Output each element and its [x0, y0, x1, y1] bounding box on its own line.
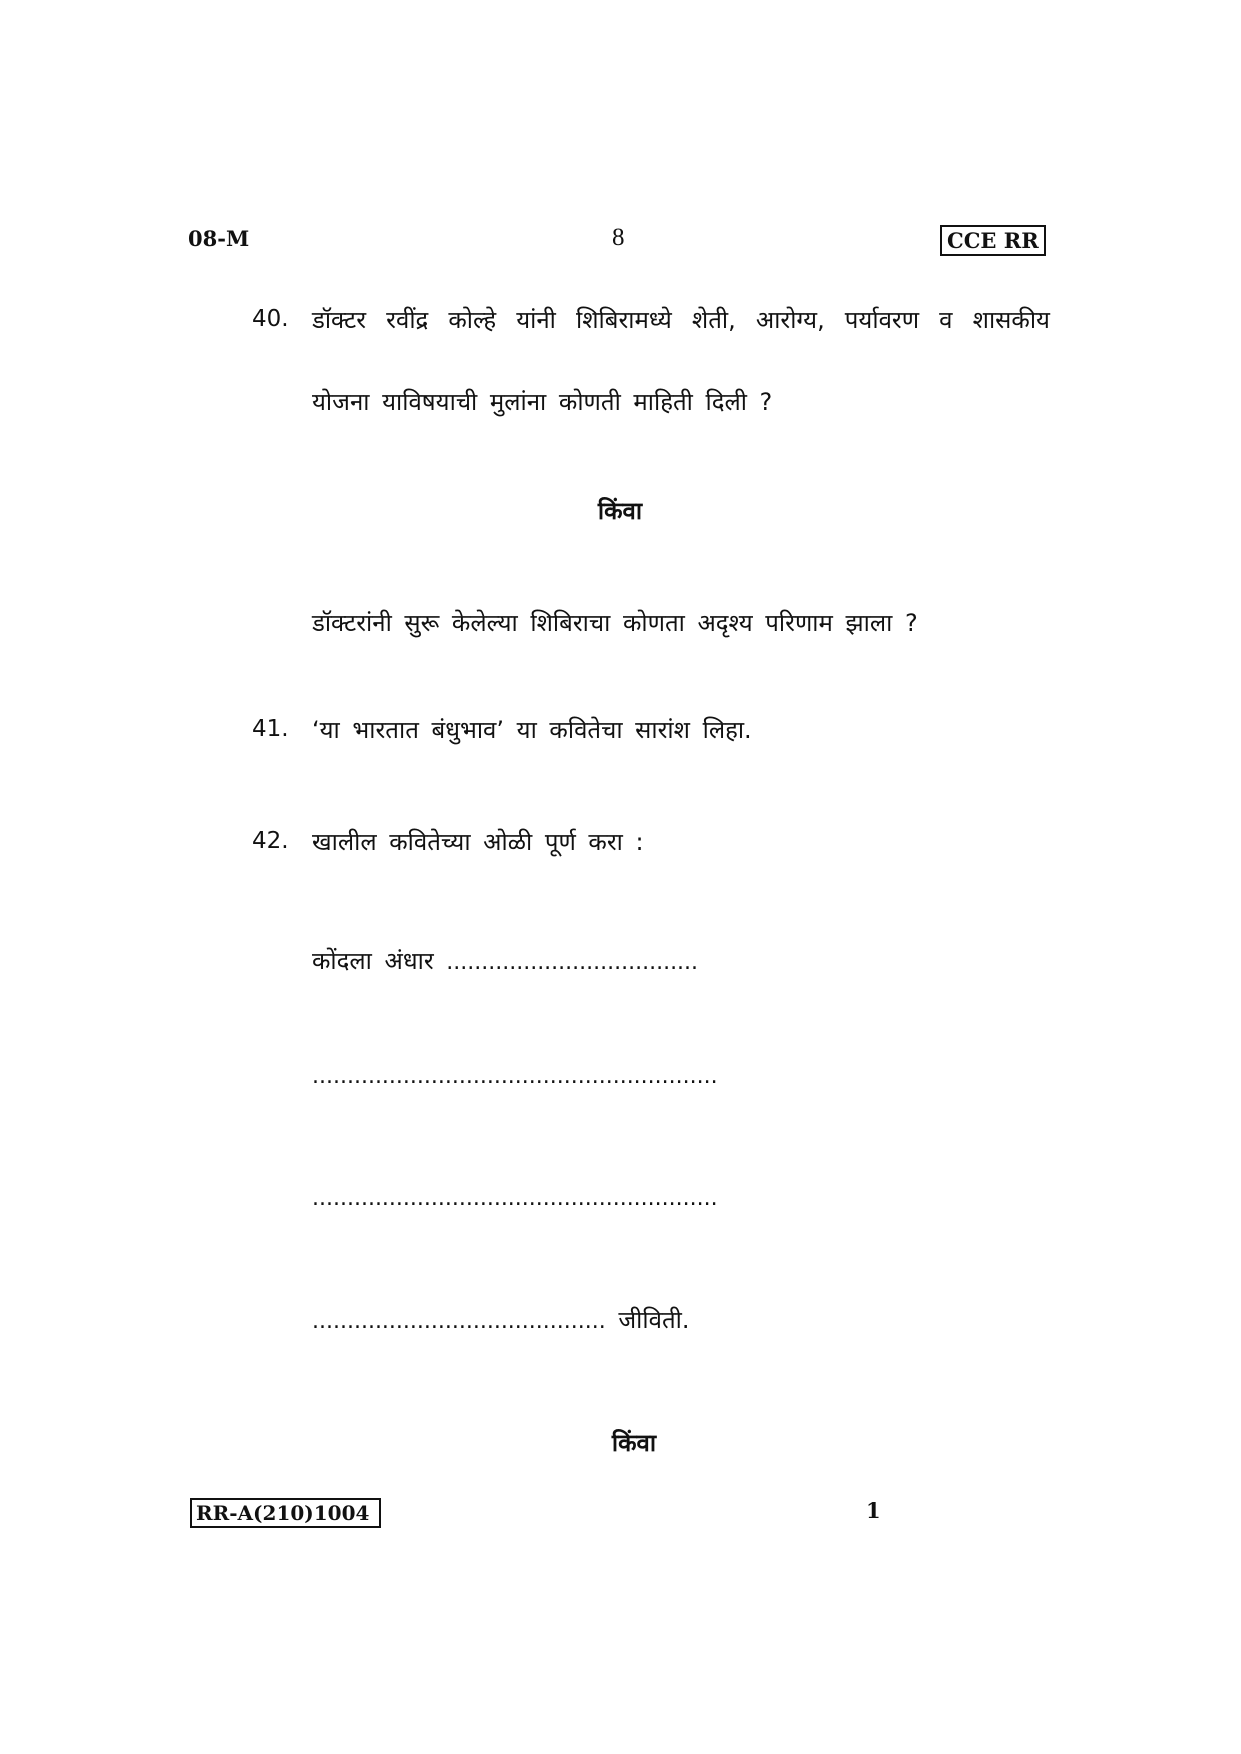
question-42-text: खालील कवितेच्या ओळी पूर्ण करा : [312, 828, 644, 856]
q40-word: डॉक्टर [312, 306, 367, 334]
poem-line-4-blank: .......................................... [312, 1309, 606, 1334]
footer-code-box: RR-A(210)1004 [190, 1498, 381, 1528]
question-42-number: 42. [252, 828, 289, 854]
q40-word: व [939, 306, 953, 334]
or-separator-2: किंवा [611, 1429, 657, 1457]
footer-sheet-number: 1 [866, 1498, 881, 1523]
question-40-line2: योजना याविषयाची मुलांना कोणती माहिती दिली ? [312, 388, 773, 416]
or-separator-1: किंवा [597, 497, 643, 525]
question-40-line1 [312, 303, 1050, 336]
q40-word: शेती, [691, 306, 736, 334]
q40-word: पर्यावरण [844, 306, 920, 334]
question-40-number: 40. [252, 306, 289, 332]
q40-word: शासकीय [972, 306, 1050, 334]
exam-code-box: CCE RR [940, 225, 1046, 256]
poem-line-1-start: कोंदला अंधार [312, 947, 434, 975]
poem-line-4-end: जीविती. [618, 1306, 690, 1334]
q40-word: यांनी [516, 306, 556, 334]
paper-code: 08-M [188, 226, 250, 251]
question-40-alternative: डॉक्टरांनी सुरू केलेल्या शिबिराचा कोणता अदृश्य परिणाम झाला ? [312, 609, 918, 637]
poem-line-4 [312, 1303, 689, 1336]
page-number: 8 [612, 224, 625, 251]
q40-word: शिबिरामध्ये [576, 306, 672, 334]
poem-line-1-blank: .................................... [446, 950, 699, 975]
q40-word: रवींद्र [386, 306, 429, 334]
q40-word: आरोग्य, [755, 306, 825, 334]
poem-line-2-blank: .......................................................... [312, 1064, 718, 1089]
question-41-text: ‘या भारतात बंधुभाव’ या कवितेचा सारांश लिहा. [312, 716, 752, 744]
poem-line-3-blank: .......................................................... [312, 1186, 718, 1211]
poem-line-1 [312, 944, 698, 977]
q40-word: कोल्हे [448, 306, 497, 334]
question-41-number: 41. [252, 716, 289, 742]
